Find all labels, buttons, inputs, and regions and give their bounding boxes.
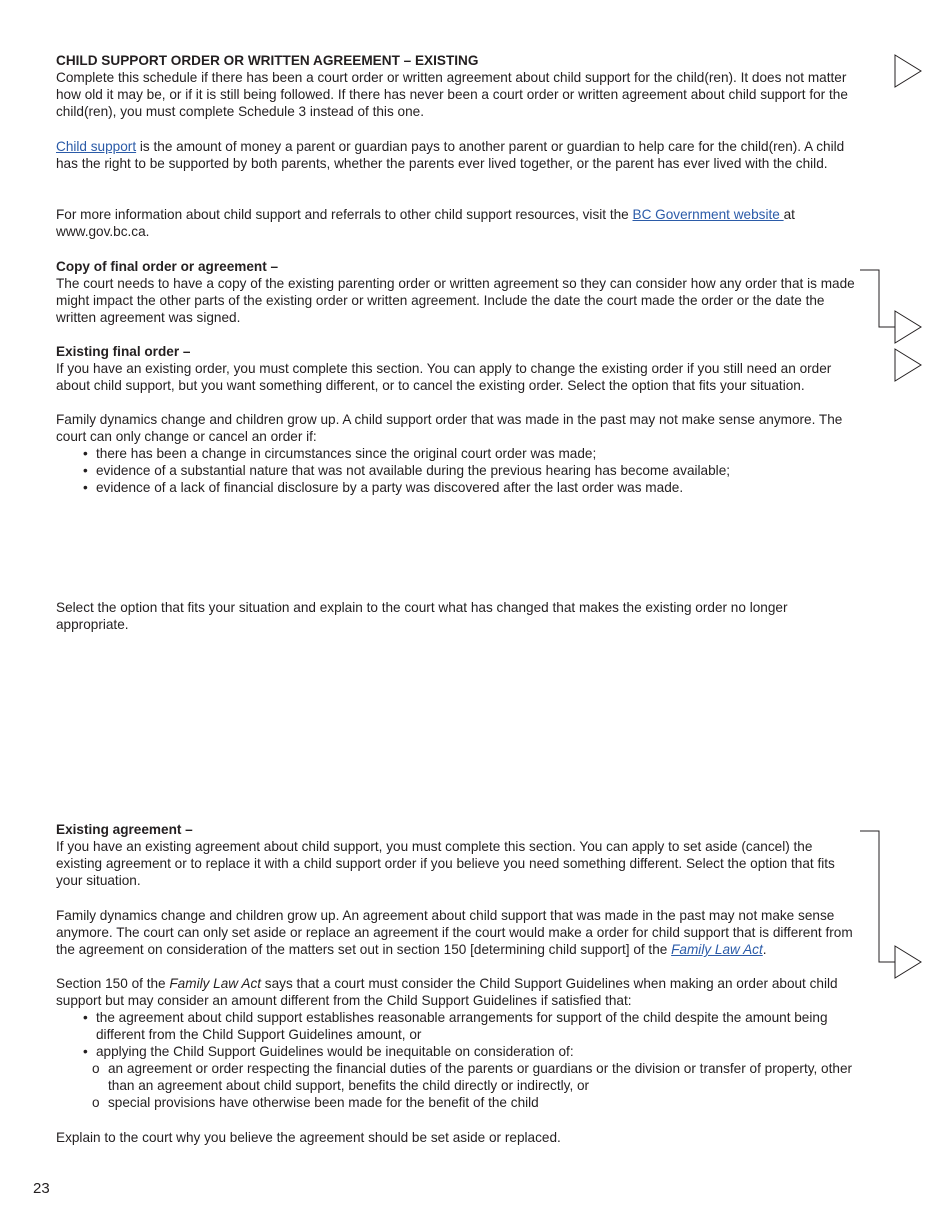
copy-order-title: Copy of final order or agreement –: [56, 259, 279, 274]
intro-text: Complete this schedule if there has been a court order or written agreement about child support for the child(ren). It does not matter how old it may be, or if it is still being followed. If there has never been a court order or written agreement about child support for the child(ren), you must complete Schedule 3 instead of this one.: [56, 70, 848, 119]
agreement-dynamics-paragraph: [56, 907, 862, 958]
explain-text: Explain to the court why you believe the agreement should be set aside or replaced.: [56, 1130, 561, 1145]
sub-list: [56, 1060, 862, 1111]
more-info-url-text: at www.gov.bc.ca.: [56, 207, 795, 239]
arrow-icon: [895, 349, 921, 381]
s150-text-continued: says that a court must consider the Child Support Guidelines when making an order about child support but may consider an amount different from the Child Support Guidelines if satisfied that:: [56, 976, 838, 1008]
schedule-heading-section: [56, 52, 862, 120]
existing-agreement-title: Existing agreement –: [56, 822, 193, 837]
select-option-paragraph: [56, 599, 862, 633]
existing-order-body: If you have an existing order, you must complete this section. You can apply to change the existing order if you still need an order about child support, but you want something different, or to cancel the existing order. Select the option that fits your situation.: [56, 361, 832, 393]
select-option-text: Select the option that fits your situation and explain to the court what has changed that makes the existing order no longer appropriate.: [56, 600, 788, 632]
page-number: 23: [33, 1180, 50, 1197]
copy-order-section: [56, 258, 862, 326]
bracket-copy-order: [860, 270, 895, 327]
child-support-text: is the amount of money a parent or guardian pays to another parent or guardian to help care for the child(ren). A child has the right to be supported by both parents, whether the parents ever lived together, or the parent has ever lived with the child.: [56, 139, 845, 171]
explain-paragraph: [56, 1129, 862, 1146]
copy-order-body: The court needs to have a copy of the existing parenting order or written agreement so they can consider how any order that is made might impact the other parts of the existing order or written agreement. Include the date the court made the order or the date the written agreement was signed.: [56, 276, 855, 325]
existing-order-dynamics: [56, 411, 862, 496]
list-item: • the agreement about child support establishes reasonable arrangements for support of the child despite the amount being different from the Child Support Guidelines amount, or: [56, 1009, 862, 1043]
existing-agreement-body: If you have an existing agreement about child support, you must complete this section. You can apply to set aside (cancel) the existing agreement or to replace it with a child support order if you believe you need something different. Select the option that fits your situation.: [56, 839, 835, 888]
arrow-icon: [895, 311, 921, 343]
list-item-text: applying the Child Support Guidelines would be inequitable on consideration of:: [96, 1044, 574, 1059]
arrow-icon: [895, 946, 921, 978]
bracket-existing-agreement: [860, 831, 895, 962]
list-item: • there has been a change in circumstances since the original court order was made;: [56, 445, 862, 462]
sub-list-item: o an agreement or order respecting the financial duties of the parents or guardians or the division or transfer of property, other than an agreement about child support, benefits the child directly or indirectly, or: [56, 1060, 862, 1094]
s150-act-name: Family Law Act: [169, 976, 262, 991]
list-item: • evidence of a lack of financial disclosure by a party was discovered after the last order was made.: [56, 479, 862, 496]
sub-list-item: o special provisions have otherwise been made for the benefit of the child: [56, 1094, 862, 1111]
existing-agreement-section: [56, 821, 862, 889]
period-text: .: [762, 942, 767, 957]
agreement-dynamics-text: Family dynamics change and children grow up. An agreement about child support that was made in the past may not make sense anymore. The court can only set aside or replace an agreement if the court would make a order for child support that is different from the agreement on consideration of the matters set out in section 150 [determining child support] of the: [56, 908, 853, 957]
existing-order-section: [56, 343, 862, 394]
s150-conditions-list: [56, 1009, 862, 1111]
child-support-definition: [56, 138, 862, 172]
arrow-icon: [895, 55, 921, 87]
more-info-text: For more information about child support and referrals to other child support resources, visit the: [56, 207, 633, 222]
list-item: • evidence of a substantial nature that was not available during the previous hearing has become available;: [56, 462, 862, 479]
dynamics-text: Family dynamics change and children grow up. A child support order that was made in the past may not make sense anymore. The court can only change or cancel an order if:: [56, 412, 843, 444]
more-info-paragraph: [56, 206, 862, 240]
conditions-list: [56, 445, 862, 496]
existing-order-title: Existing final order –: [56, 344, 191, 359]
page-title: CHILD SUPPORT ORDER OR WRITTEN AGREEMENT – EXISTING: [56, 53, 479, 68]
list-item: [56, 1043, 862, 1111]
family-law-act-link[interactable]: [671, 942, 763, 957]
section-150-paragraph: [56, 975, 862, 1111]
bc-government-link[interactable]: BC Government website: [632, 207, 784, 222]
s150-text: Section 150 of the: [56, 976, 170, 991]
child-support-link[interactable]: Child support: [56, 139, 137, 154]
family-law-act-link-text: Family Law Act: [671, 942, 763, 957]
